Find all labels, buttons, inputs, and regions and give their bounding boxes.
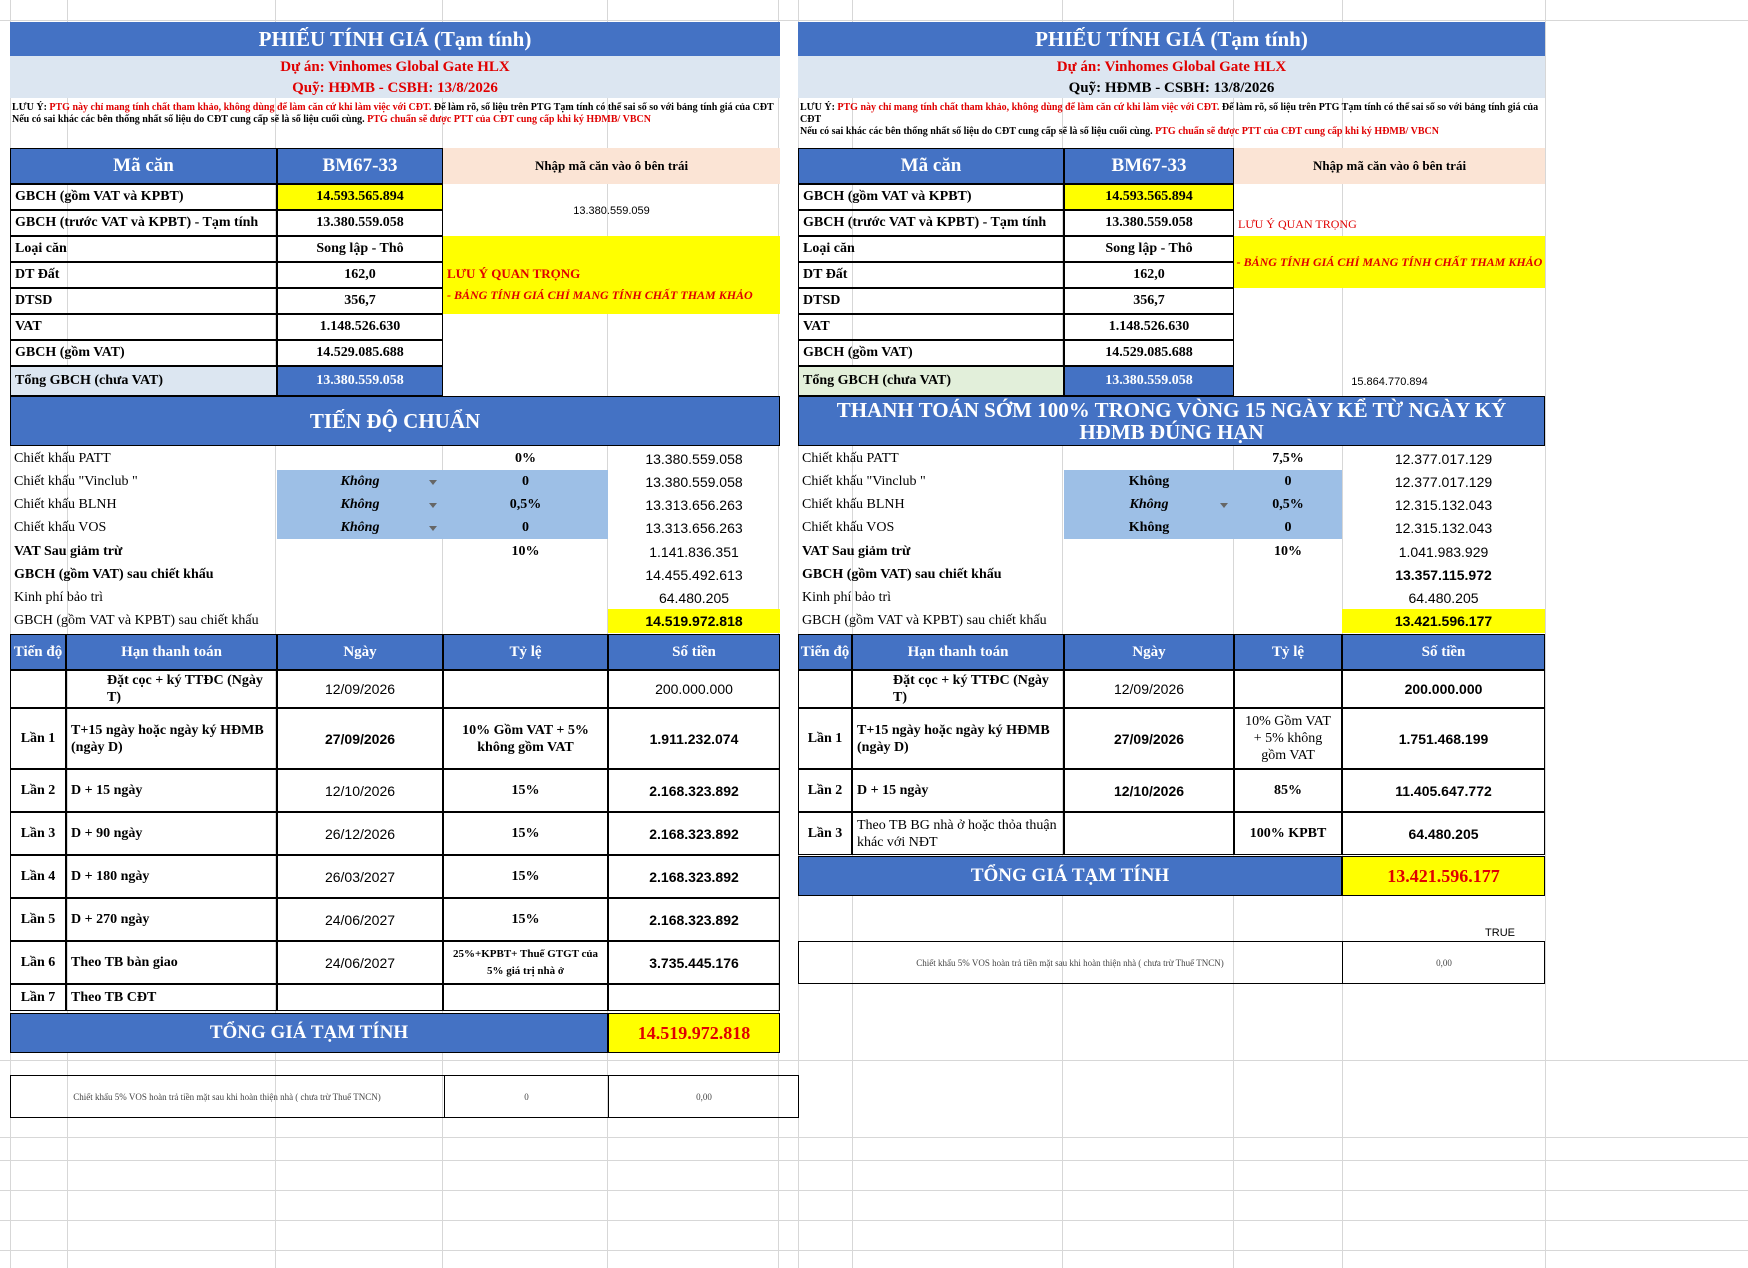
info-label: GBCH (gồm VAT) [10, 340, 277, 366]
project-name: Dự án: Vinhomes Global Gate HLX [10, 56, 780, 78]
note-red-1: PTG này chỉ mang tính chất tham khảo, không dùng để làm căn cứ khi làm việc với CĐT. [837, 102, 1220, 113]
total-label: TỔNG GIÁ TẠM TÍNH [10, 1013, 608, 1053]
dropdown-arrow-icon[interactable] [429, 503, 437, 508]
schedule-step: Lần 3 [798, 812, 852, 855]
maintenance-amount: 64.480.205 [658, 589, 730, 606]
total-value: 14.519.972.818 [608, 1013, 780, 1053]
schedule-date: 27/09/2026 [277, 708, 443, 769]
schedule-rate: 25%+KPBT+ Thuế GTGT của 5% giá trị nhà ở [443, 941, 608, 984]
gbch-vat-label: GBCH (gồm VAT) sau chiết khấu [802, 566, 1002, 582]
discount-select[interactable]: Không [277, 493, 443, 516]
schedule-amount: 2.168.323.892 [608, 769, 780, 812]
discount-label: Chiết khấu BLNH [14, 496, 117, 512]
fund-policy: Quỹ: HĐMB - CSBH: 13/8/2026 [798, 78, 1545, 98]
info-label: DTSD [10, 288, 277, 314]
info-label: Tổng GBCH (chưa VAT) [10, 366, 277, 396]
schedule-rate: 10% Gồm VAT + 5% không gồm VAT [443, 708, 608, 769]
sheet-title: PHIẾU TÍNH GIÁ (Tạm tính) [10, 22, 780, 56]
disclaimer-note [12, 102, 778, 148]
true-flag: TRUE [1485, 927, 1515, 939]
schedule-step: Lần 3 [10, 812, 66, 855]
schedule-amount: 200.000.000 [1342, 670, 1545, 708]
note-red-1: PTG này chỉ mang tính chất tham khảo, không dùng để làm căn cứ khi làm việc với CĐT. [49, 102, 432, 113]
section-title: THANH TOÁN SỚM 100% TRONG VÒNG 15 NGÀY KỂ TỪ NGÀY KÝ HĐMB ĐÚNG HẠN [798, 396, 1545, 446]
info-value: Song lập - Thô [277, 236, 443, 262]
schedule-term: Theo TB bàn giao [66, 941, 277, 984]
schedule-date [277, 984, 443, 1011]
schedule-rate: 85% [1234, 769, 1342, 812]
schedule-rate [443, 984, 608, 1011]
schedule-step: Lần 1 [10, 708, 66, 769]
schedule-rate: 15% [443, 812, 608, 855]
schedule-header: Hạn thanh toán [852, 634, 1064, 670]
discount-select[interactable]: Không [1064, 493, 1234, 516]
discount-amount: 12.315.132.043 [1394, 519, 1493, 536]
schedule-rate: 100% KPBT [1234, 812, 1342, 855]
dropdown-arrow-icon[interactable] [429, 526, 437, 531]
schedule-date: 12/09/2026 [277, 670, 443, 708]
reference-value: 13.380.559.059 [573, 205, 650, 217]
maintenance-label: Kinh phí bảo trì [802, 589, 892, 605]
discount-select[interactable]: Không [277, 516, 443, 539]
discount-select[interactable]: Không [277, 470, 443, 493]
note-black-2: Nếu có sai khác các bên thống nhất số liệu do CĐT cung cấp sẽ là số liệu cuối cùng. [12, 114, 368, 125]
discount-label: Chiết khấu BLNH [802, 496, 905, 512]
schedule-amount: 64.480.205 [1342, 812, 1545, 855]
schedule-date: 26/03/2027 [277, 855, 443, 898]
info-label: GBCH (gồm VAT và KPBT) [10, 184, 277, 210]
schedule-date [1064, 812, 1234, 855]
discount-amount: 13.380.559.058 [645, 450, 743, 467]
schedule-amount: 2.168.323.892 [608, 855, 780, 898]
warning-title: LƯU Ý QUAN TRỌNG [1238, 216, 1357, 231]
note-black-2: Nếu có sai khác các bên thống nhất số liệu do CĐT cung cấp sẽ là số liệu cuối cùng. [800, 126, 1156, 137]
schedule-date: 12/09/2026 [1064, 670, 1234, 708]
schedule-amount: 2.168.323.892 [608, 898, 780, 941]
discount-select[interactable]: Không [1064, 470, 1234, 493]
discount-amount: 12.377.017.129 [1394, 473, 1493, 490]
schedule-term: Đặt cọc + ký TTĐC (Ngày T) [66, 670, 277, 708]
discount-rate: 0,5% [443, 493, 608, 516]
schedule-step: Lần 2 [10, 769, 66, 812]
schedule-rate: 15% [443, 855, 608, 898]
info-label: GBCH (gồm VAT và KPBT) [798, 184, 1064, 210]
schedule-header: Tiến độ [798, 634, 852, 670]
schedule-term: Theo TB CĐT [66, 984, 277, 1011]
info-label: DT Đất [798, 262, 1064, 288]
warning-title: LƯU Ý QUAN TRỌNG [447, 266, 581, 281]
unit-code-hint: Nhập mã căn vào ô bên trái [1234, 148, 1545, 184]
info-value: 1.148.526.630 [1064, 314, 1234, 340]
vos-note: Chiết khấu 5% VOS hoàn trả tiền mặt sau khi hoàn thiện nhà ( chưa trừ Thuế TNCN) [916, 957, 1224, 968]
schedule-term: Theo TB BG nhà ở hoặc thỏa thuận khác với NĐT [852, 812, 1064, 855]
info-value: 1.148.526.630 [277, 314, 443, 340]
discount-rate: 0 [1234, 470, 1342, 493]
gbch-full-label: GBCH (gồm VAT và KPBT) sau chiết khấu [14, 613, 259, 628]
unit-code-input[interactable]: BM67-33 [1064, 148, 1234, 184]
project-name: Dự án: Vinhomes Global Gate HLX [798, 56, 1545, 78]
schedule-amount [608, 984, 780, 1011]
schedule-term: D + 180 ngày [66, 855, 277, 898]
schedule-rate [443, 670, 608, 708]
schedule-header: Số tiền [1342, 634, 1545, 670]
discount-amount: 13.380.559.058 [645, 473, 743, 490]
info-label: VAT [798, 314, 1064, 340]
reference-value: 15.864.770.894 [1351, 376, 1428, 388]
schedule-term: Đặt cọc + ký TTĐC (Ngày T) [852, 670, 1064, 708]
maintenance-amount: 64.480.205 [1408, 589, 1479, 606]
info-value: 162,0 [277, 262, 443, 288]
note-black-1: Để làm rõ, số liệu trên PTG Tạm tính có thể sai số so với bảng tính giá của CĐT [431, 102, 774, 113]
discount-label: Chiết khấu VOS [802, 519, 895, 535]
unit-code-label: Mã căn [798, 148, 1064, 184]
info-value: 13.380.559.058 [277, 366, 443, 396]
vat-label: VAT Sau giảm trừ [14, 543, 123, 559]
warning-box [443, 236, 780, 314]
vos-note: Chiết khấu 5% VOS hoàn trả tiền mặt sau khi hoàn thiện nhà ( chưa trừ Thuế TNCN) [73, 1091, 381, 1102]
maintenance-label: Kinh phí bảo trì [14, 589, 104, 605]
schedule-amount: 11.405.647.772 [1342, 769, 1545, 812]
section-title: TIẾN ĐỘ CHUẨN [10, 396, 780, 446]
schedule-header: Tiến độ [10, 634, 66, 670]
schedule-header: Ngày [277, 634, 443, 670]
info-value: Song lập - Thô [1064, 236, 1234, 262]
schedule-rate: 15% [443, 898, 608, 941]
info-label: DT Đất [10, 262, 277, 288]
schedule-header: Số tiền [608, 634, 780, 670]
discount-select[interactable]: Không [1064, 516, 1234, 539]
discount-rate: 0 [1234, 516, 1342, 539]
vat-rate: 10% [1274, 543, 1302, 559]
schedule-step [10, 670, 66, 708]
vat-rate: 10% [511, 543, 540, 559]
info-value: 14.593.565.894 [1064, 184, 1234, 210]
unit-code-hint: Nhập mã căn vào ô bên trái [443, 148, 780, 184]
schedule-term: D + 90 ngày [66, 812, 277, 855]
info-label: VAT [10, 314, 277, 340]
schedule-term: T+15 ngày hoặc ngày ký HĐMB (ngày D) [852, 708, 1064, 769]
schedule-step: Lần 1 [798, 708, 852, 769]
vat-amount: 1.141.836.351 [649, 543, 739, 560]
schedule-term: D + 15 ngày [852, 769, 1064, 812]
total-label: TỔNG GIÁ TẠM TÍNH [798, 856, 1342, 896]
total-value: 13.421.596.177 [1342, 856, 1545, 896]
warning-text: - BẢNG TÍNH GIÁ CHỈ MANG TÍNH CHẤT THAM KHẢO [447, 288, 753, 302]
note-prefix: LƯU Ý: [12, 102, 50, 113]
discount-label: Chiết khấu VOS [14, 519, 107, 535]
discount-label: Chiết khấu "Vinclub " [802, 473, 926, 489]
schedule-date: 12/10/2026 [1064, 769, 1234, 812]
disclaimer-note [800, 102, 1543, 148]
info-value: 162,0 [1064, 262, 1234, 288]
gbch-full-amount: 14.519.972.818 [608, 609, 780, 633]
fund-policy: Quỹ: HĐMB - CSBH: 13/8/2026 [10, 78, 780, 98]
note-black-1: Để làm rõ, số liệu trên PTG Tạm tính có thể sai số so với bảng tính giá của CĐT [800, 102, 1539, 125]
schedule-rate: 10% Gồm VAT + 5% không gồm VAT [1234, 708, 1342, 769]
schedule-amount: 1.911.232.074 [608, 708, 780, 769]
discount-amount: 12.377.017.129 [1394, 450, 1493, 467]
schedule-header: Tỷ lệ [443, 634, 608, 670]
discount-rate: 0,5% [1234, 493, 1342, 516]
sheet-title: PHIẾU TÍNH GIÁ (Tạm tính) [798, 22, 1545, 56]
schedule-date: 12/10/2026 [277, 769, 443, 812]
schedule-step: Lần 6 [10, 941, 66, 984]
schedule-header: Tỷ lệ [1234, 634, 1342, 670]
discount-label: Chiết khấu PATT [14, 450, 111, 466]
schedule-header: Hạn thanh toán [66, 634, 277, 670]
info-value: 13.380.559.058 [1064, 210, 1234, 236]
schedule-step [798, 670, 852, 708]
vat-amount: 1.041.983.929 [1398, 543, 1489, 560]
gbch-vat-amount: 14.455.492.613 [645, 566, 743, 583]
info-label: GBCH (trước VAT và KPBT) - Tạm tính [798, 210, 1064, 236]
gbch-full-label: GBCH (gồm VAT và KPBT) sau chiết khấu [802, 613, 1047, 628]
discount-rate: 7,5% [1272, 450, 1304, 466]
info-value: 14.529.085.688 [277, 340, 443, 366]
info-label: GBCH (trước VAT và KPBT) - Tạm tính [10, 210, 277, 236]
info-value: 13.380.559.058 [277, 210, 443, 236]
schedule-amount: 1.751.468.199 [1342, 708, 1545, 769]
unit-code-input[interactable]: BM67-33 [277, 148, 443, 184]
note-red-2: PTG chuẩn sẽ được PTT của CĐT cung cấp khi ký HĐMB/ VBCN [1155, 126, 1439, 137]
info-value: 13.380.559.058 [1064, 366, 1234, 396]
schedule-amount: 2.168.323.892 [608, 812, 780, 855]
schedule-rate: 15% [443, 769, 608, 812]
vos-value: 0,00 [608, 1075, 799, 1118]
schedule-header: Ngày [1064, 634, 1234, 670]
gbch-vat-amount: 13.357.115.972 [1395, 566, 1492, 583]
schedule-term: D + 15 ngày [66, 769, 277, 812]
unit-code-label: Mã căn [10, 148, 277, 184]
vos-rate: 0 [444, 1075, 608, 1118]
warning-text: - BẢNG TÍNH GIÁ CHỈ MANG TÍNH CHẤT THAM KHẢO [1234, 236, 1545, 288]
vos-value: 0,00 [1342, 941, 1545, 984]
schedule-amount: 200.000.000 [608, 670, 780, 708]
schedule-step: Lần 2 [798, 769, 852, 812]
note-prefix: LƯU Ý: [800, 102, 838, 113]
discount-rate: 0 [443, 470, 608, 493]
vat-label: VAT Sau giảm trừ [802, 543, 911, 559]
discount-rate: 0% [515, 450, 536, 466]
schedule-step: Lần 5 [10, 898, 66, 941]
dropdown-arrow-icon[interactable] [1220, 503, 1228, 508]
schedule-amount: 3.735.445.176 [608, 941, 780, 984]
gbch-full-amount: 13.421.596.177 [1342, 609, 1545, 633]
schedule-date: 26/12/2026 [277, 812, 443, 855]
schedule-term: T+15 ngày hoặc ngày ký HĐMB (ngày D) [66, 708, 277, 769]
info-label: GBCH (gồm VAT) [798, 340, 1064, 366]
schedule-date: 27/09/2026 [1064, 708, 1234, 769]
discount-amount: 12.315.132.043 [1394, 496, 1493, 513]
schedule-rate [1234, 670, 1342, 708]
schedule-date: 24/06/2027 [277, 898, 443, 941]
schedule-date: 24/06/2027 [277, 941, 443, 984]
info-label: DTSD [798, 288, 1064, 314]
info-label: Tổng GBCH (chưa VAT) [798, 366, 1064, 396]
discount-label: Chiết khấu PATT [802, 450, 899, 466]
discount-amount: 13.313.656.263 [645, 519, 743, 536]
dropdown-arrow-icon[interactable] [429, 480, 437, 485]
info-value: 356,7 [277, 288, 443, 314]
info-value: 14.593.565.894 [277, 184, 443, 210]
info-value: 356,7 [1064, 288, 1234, 314]
schedule-step: Lần 7 [10, 984, 66, 1011]
note-red-2: PTG chuẩn sẽ được PTT của CĐT cung cấp khi ký HĐMB/ VBCN [367, 114, 651, 125]
info-label: Loại căn [10, 236, 277, 262]
discount-label: Chiết khấu "Vinclub " [14, 473, 138, 489]
gbch-vat-label: GBCH (gồm VAT) sau chiết khấu [14, 566, 214, 582]
discount-amount: 13.313.656.263 [645, 496, 743, 513]
info-value: 14.529.085.688 [1064, 340, 1234, 366]
schedule-step: Lần 4 [10, 855, 66, 898]
info-label: Loại căn [798, 236, 1064, 262]
discount-rate: 0 [443, 516, 608, 539]
schedule-term: D + 270 ngày [66, 898, 277, 941]
